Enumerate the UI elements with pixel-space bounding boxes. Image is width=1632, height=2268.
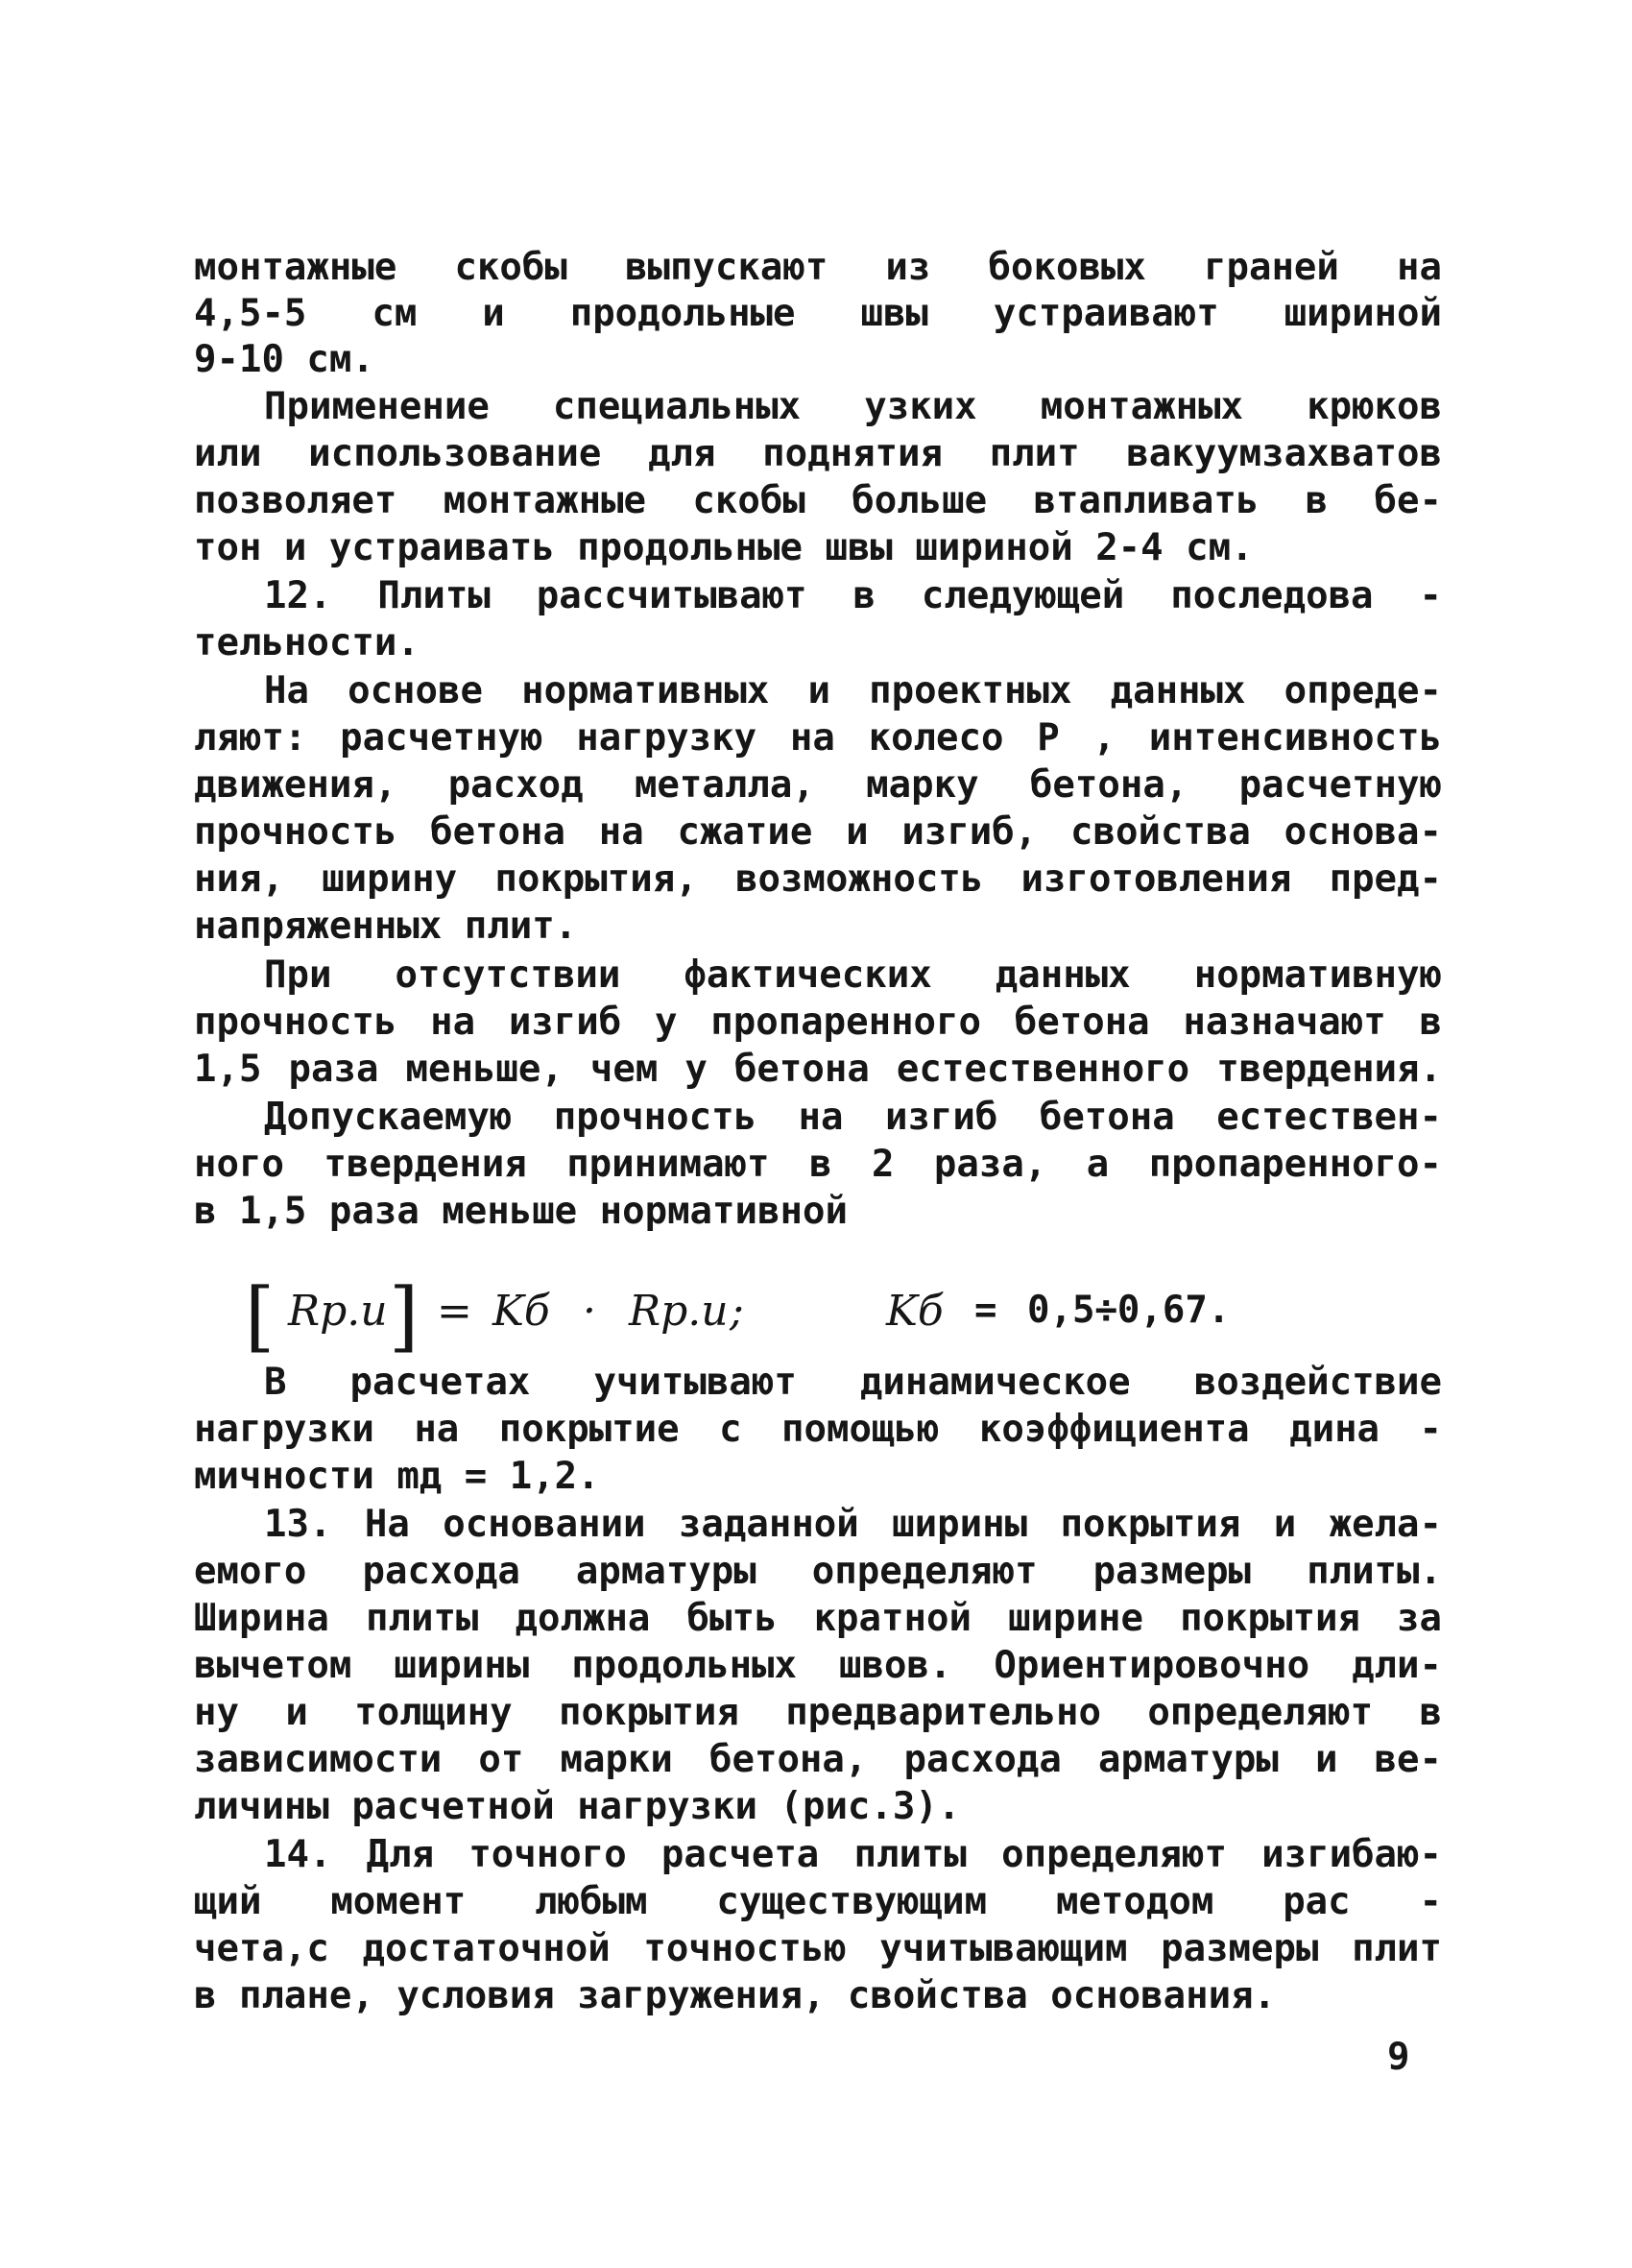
- text-line: 1,5 раза меньше, чем у бетона естественного твердения.: [194, 1048, 1442, 1091]
- formula-semicolon: ;: [730, 1287, 744, 1336]
- text-line: нагрузки на покрытие с помощью коэффициента дина -: [194, 1408, 1442, 1451]
- text-line: движения, расход металла, марку бетона, расчетную: [194, 763, 1442, 807]
- text-line: 14. Для точного расчета плиты определяют изгибаю-: [264, 1833, 1442, 1876]
- text-line: или использование для поднятия плит вакуумзахватов: [194, 432, 1442, 475]
- formula-equals: =: [437, 1287, 472, 1336]
- text-line: щий момент любым существующим методом рас -: [194, 1880, 1442, 1923]
- text-line: тельности.: [194, 621, 420, 664]
- formula-value: 0,5÷0,67.: [1027, 1289, 1231, 1332]
- text-line: ного твердения принимают в 2 раза, а пропаренного-: [194, 1143, 1442, 1186]
- text-line: Допускаемую прочность на изгиб бетона естествен-: [264, 1096, 1442, 1139]
- text-line: 4,5-5 см и продольные швы устраивают шириной: [194, 292, 1442, 335]
- formula-k1: Kб: [492, 1287, 550, 1336]
- text-line: личины расчетной нагрузки (рис.3).: [194, 1785, 961, 1828]
- text-line: в плане, условия загружения, свойства основания.: [194, 1974, 1277, 2017]
- text-line: 9-10 см.: [194, 338, 374, 381]
- text-line: 12. Плиты рассчитывают в следующей последова -: [264, 574, 1442, 617]
- text-line: Ширина плиты должна быть кратной ширине покрытия за: [194, 1597, 1442, 1640]
- text-line: Применение специальных узких монтажных крюков: [264, 385, 1442, 428]
- text-line: ну и толщину покрытия предварительно определяют в: [194, 1691, 1442, 1734]
- text-line: ния, ширину покрытия, возможность изготовления пред-: [194, 857, 1442, 901]
- text-line: В расчетах учитывают динамическое воздействие: [264, 1361, 1442, 1404]
- text-line: емого расхода арматуры определяют размеры плиты.: [194, 1550, 1442, 1593]
- text-line: вычетом ширины продольных швов. Ориентировочно дли-: [194, 1644, 1442, 1687]
- text-line: позволяет монтажные скобы больше втапливать в бе-: [194, 479, 1442, 522]
- text-line: зависимости от марки бетона, расхода арматуры и ве-: [194, 1738, 1442, 1781]
- text-line: чета,с достаточной точностью учитывающим размеры плит: [194, 1927, 1442, 1970]
- text-line: прочность на изгиб у пропаренного бетона назначают в: [194, 1001, 1442, 1044]
- page-number: 9: [1387, 2036, 1410, 2079]
- text-line: При отсутствии фактических данных нормативную: [264, 953, 1442, 997]
- formula-lhs: Rp.u: [288, 1287, 388, 1336]
- text-line: прочность бетона на сжатие и изгиб, свойства основа-: [194, 810, 1442, 854]
- text-line: 13. На основании заданной ширины покрытия и жела-: [264, 1503, 1442, 1546]
- formula: [245, 1271, 1301, 1373]
- formula-k2: Kб: [886, 1287, 944, 1336]
- formula-bracket-open: [: [245, 1271, 276, 1361]
- formula-dot: ·: [583, 1287, 596, 1336]
- formula-bracket-close: ]: [389, 1271, 420, 1361]
- formula-r2: Rp.u: [629, 1287, 729, 1336]
- text-line: тон и устраивать продольные швы шириной 2-4 см.: [194, 526, 1254, 569]
- text-line: в 1,5 раза меньше нормативной: [194, 1190, 848, 1233]
- formula-equals-2: =: [974, 1289, 997, 1332]
- text-line: На основе нормативных и проектных данных опреде-: [264, 669, 1442, 712]
- text-line: мичности mд = 1,2.: [194, 1455, 600, 1498]
- text-line: ляют: расчетную нагрузку на колесо P , интенсивность: [194, 716, 1442, 760]
- text-line: монтажные скобы выпускают из боковых граней на: [194, 246, 1442, 289]
- text-line: напряженных плит.: [194, 905, 578, 948]
